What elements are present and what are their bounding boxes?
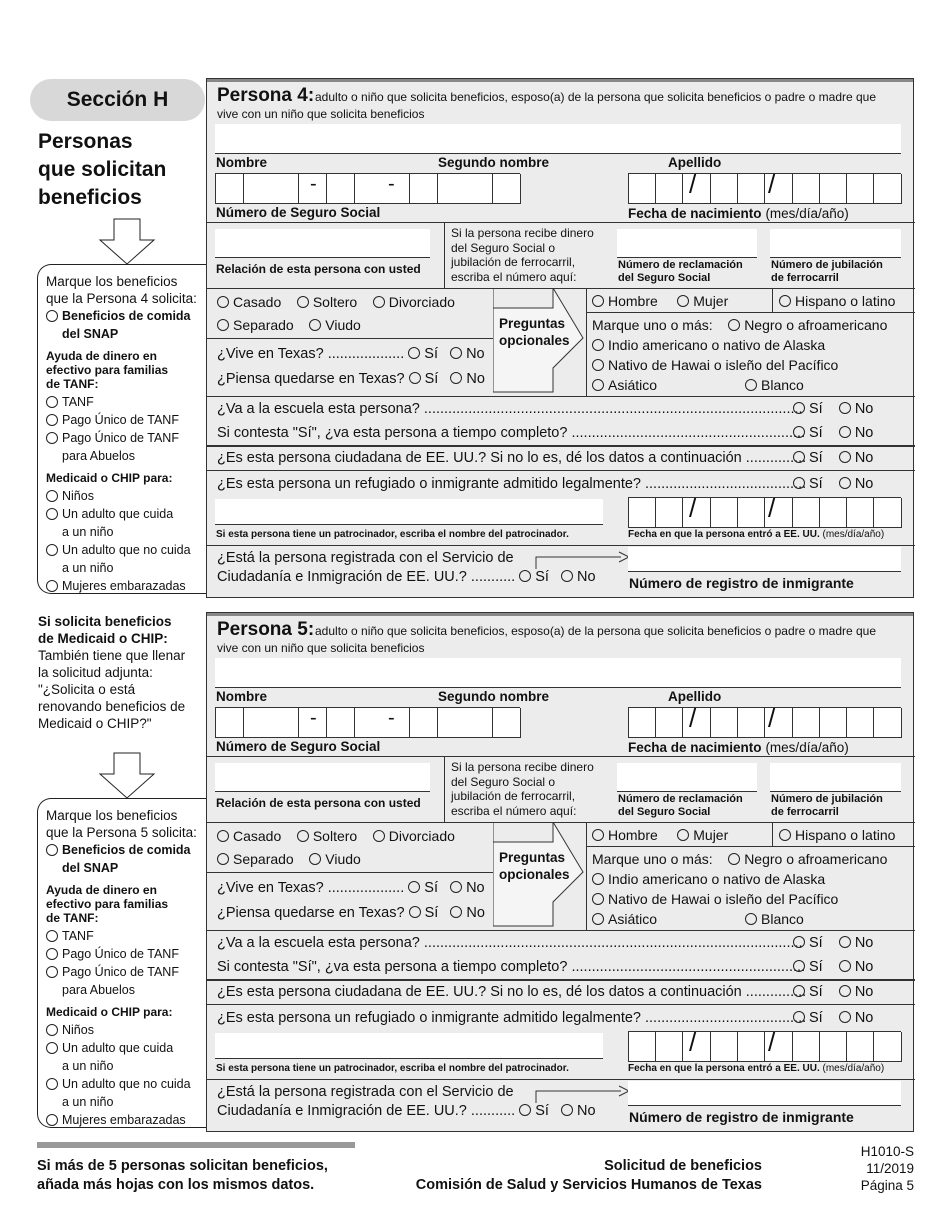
ss-claim-number-input[interactable] bbox=[617, 763, 757, 792]
dob-format: (mes/día/año) bbox=[765, 206, 849, 221]
date-digit-box[interactable] bbox=[875, 498, 902, 528]
date-digit-box[interactable] bbox=[711, 1032, 738, 1062]
yes-option[interactable]: Sí bbox=[793, 425, 823, 441]
yes-option[interactable]: Sí bbox=[793, 984, 823, 1000]
railroad-number-input[interactable] bbox=[770, 229, 901, 258]
ssn-digit-box[interactable] bbox=[327, 174, 355, 204]
date-digit-box[interactable] bbox=[656, 174, 683, 204]
yes-option[interactable]: Sí bbox=[793, 476, 823, 492]
date-digit-box[interactable] bbox=[629, 174, 656, 204]
yes-option[interactable]: Sí bbox=[793, 959, 823, 975]
first-name-label: Nombre bbox=[216, 155, 268, 170]
yes-option[interactable]: Sí bbox=[793, 935, 823, 951]
ss-claim-number-input[interactable] bbox=[617, 229, 757, 258]
uscis-question: ¿Está la persona registrada con el Servicio de bbox=[217, 1084, 514, 1100]
snap-option[interactable]: Beneficios de comida del SNAP bbox=[46, 307, 207, 343]
school-question: ¿Va a la escuela esta persona? .............................................................................................. bbox=[217, 935, 803, 951]
widowed-option[interactable]: Viudo bbox=[309, 317, 361, 333]
hispanic-option[interactable]: Hispano o latino bbox=[779, 827, 895, 843]
single-option[interactable]: Soltero bbox=[297, 294, 357, 310]
date-slash: / bbox=[689, 169, 697, 199]
right-arrow-icon bbox=[535, 551, 631, 571]
no-option[interactable]: No bbox=[839, 401, 874, 417]
ssn-digit-box[interactable] bbox=[244, 708, 272, 738]
date-digit-box[interactable] bbox=[711, 708, 738, 738]
ss-claim-label: Número de reclamación del Seguro Social bbox=[618, 259, 743, 284]
sponsor-name-input[interactable] bbox=[215, 1033, 603, 1059]
date-slash: / bbox=[768, 493, 776, 523]
date-slash: / bbox=[689, 493, 697, 523]
down-arrow-icon bbox=[98, 752, 156, 800]
date-digit-box[interactable] bbox=[738, 498, 765, 528]
railroad-number-input[interactable] bbox=[770, 763, 901, 792]
date-digit-box[interactable] bbox=[711, 498, 738, 528]
date-digit-box[interactable] bbox=[684, 1032, 711, 1062]
separated-option[interactable]: Separado bbox=[217, 317, 294, 333]
no-option[interactable]: No bbox=[450, 371, 485, 387]
date-digit-box[interactable] bbox=[793, 708, 820, 738]
race-instructions: Marque uno o más: bbox=[592, 317, 713, 333]
lives-in-texas-question: ¿Vive en Texas? ................... bbox=[217, 880, 405, 896]
ssn-dash: - bbox=[310, 173, 317, 195]
medicaid-pregnant-option[interactable]: Mujeres embarazadas bbox=[46, 1111, 207, 1129]
native-american-option[interactable]: Indio americano o nativo de Alaska bbox=[592, 871, 825, 887]
alien-number-input[interactable] bbox=[628, 547, 901, 572]
ssn-digit-box[interactable] bbox=[465, 174, 493, 204]
male-option[interactable]: Hombre bbox=[592, 827, 658, 843]
ssn-digit-box[interactable] bbox=[382, 708, 410, 738]
railroad-label: Número de jubilación de ferrocarril bbox=[771, 259, 883, 284]
ss-note: Si la persona recibe dinero del Seguro Social o jubilación de ferrocarril, escriba el número aquí: bbox=[451, 226, 594, 284]
date-digit-box[interactable] bbox=[875, 174, 902, 204]
date-digit-box[interactable] bbox=[847, 498, 874, 528]
yes-option[interactable]: Sí bbox=[793, 1010, 823, 1026]
footer-note: Si más de 5 personas solicitan beneficios, añada más hojas con los mismos datos. bbox=[37, 1158, 328, 1193]
tanf-once-option[interactable]: Pago Único de TANF bbox=[46, 945, 207, 963]
asian-option[interactable]: Asiático bbox=[592, 911, 657, 927]
date-digit-box[interactable] bbox=[656, 708, 683, 738]
date-slash: / bbox=[768, 1027, 776, 1057]
right-arrow-icon bbox=[535, 1085, 631, 1105]
uscis-question-2: Ciudadanía e Inmigración de EE. UU.? ........... bbox=[217, 1103, 516, 1119]
footer-bar bbox=[37, 1142, 355, 1148]
ssn-digit-box[interactable] bbox=[438, 708, 466, 738]
ssn-digit-box[interactable] bbox=[216, 174, 244, 204]
date-digit-box[interactable] bbox=[738, 1032, 765, 1062]
ssn-digit-box[interactable] bbox=[382, 174, 410, 204]
date-slash: / bbox=[768, 169, 776, 199]
persona-4-form bbox=[206, 78, 914, 598]
sponsor-label: Si esta persona tiene un patrocinador, escriba el nombre del patrocinador. bbox=[216, 529, 569, 540]
tanf-option[interactable]: TANF bbox=[46, 927, 207, 945]
refugee-question: ¿Es esta persona un refugiado o inmigrante admitido legalmente? ........................................ bbox=[217, 1010, 807, 1026]
medicaid-note: Si solicita beneficios de Medicaid o CHIP: También tiene que llenar la solicitud adjunta: "¿Solicita o está renovando beneficios de Medicaid o CHIP?" bbox=[38, 614, 186, 731]
footer-agency: Solicitud de beneficios Comisión de Salud y Servicios Humanos de Texas bbox=[415, 1158, 762, 1193]
no-option[interactable]: No bbox=[839, 476, 874, 492]
no-option[interactable]: No bbox=[839, 935, 874, 951]
date-digit-box[interactable] bbox=[847, 174, 874, 204]
white-option[interactable]: Blanco bbox=[745, 377, 804, 393]
dob-label: Fecha de nacimiento bbox=[628, 206, 762, 221]
no-option[interactable]: No bbox=[450, 880, 485, 896]
date-digit-box[interactable] bbox=[684, 708, 711, 738]
single-option[interactable]: Soltero bbox=[297, 828, 357, 844]
entry-date-format: (mes/día/año) bbox=[822, 529, 885, 540]
medicaid-adult-option[interactable]: Un adulto que no cuida a un niño bbox=[46, 1075, 207, 1111]
medicaid-caretaker-option[interactable]: Un adulto que cuida a un niño bbox=[46, 1039, 207, 1075]
date-slash: / bbox=[768, 703, 776, 733]
full-name-input[interactable] bbox=[215, 658, 901, 688]
alien-number-label: Número de registro de inmigrante bbox=[629, 575, 854, 591]
ssn-digit-box[interactable] bbox=[355, 708, 383, 738]
last-name-label: Apellido bbox=[668, 689, 722, 704]
relationship-label: Relación de esta persona con usted bbox=[216, 262, 421, 276]
date-digit-box[interactable] bbox=[738, 708, 765, 738]
uscis-question-2: Ciudadanía e Inmigración de EE. UU.? ........... bbox=[217, 569, 516, 585]
date-digit-box[interactable] bbox=[820, 1032, 847, 1062]
ssn-digit-box[interactable] bbox=[216, 708, 244, 738]
date-digit-box[interactable] bbox=[684, 174, 711, 204]
date-digit-box[interactable] bbox=[875, 1032, 902, 1062]
benefits-checklist-persona-4: Marque los beneficios que la Persona 4 solicita: Beneficios de comida del SNAP Ayuda de dinero en efectivo para familias de TANF: TANF Pago Único de TANF Pago Único de TANF para Abuelos Medicaid o CHIP para: Niños Un adulto que cuida a un niño Un adulto que no cuida a un niño Mujeres embarazadas bbox=[37, 264, 207, 594]
section-label: Sección H bbox=[30, 79, 205, 121]
no-option[interactable]: No bbox=[561, 569, 596, 585]
yes-option[interactable]: Sí bbox=[409, 371, 439, 387]
sponsor-name-input[interactable] bbox=[215, 499, 603, 525]
full-time-question: Si contesta "Sí", ¿va esta persona a tiempo completo? .......................................................... bbox=[217, 425, 806, 441]
divorced-option[interactable]: Divorciado bbox=[373, 294, 455, 310]
date-digit-box[interactable] bbox=[875, 708, 902, 738]
date-digit-box[interactable] bbox=[738, 174, 765, 204]
alien-number-input[interactable] bbox=[628, 1081, 901, 1106]
down-arrow-icon bbox=[98, 218, 156, 266]
married-option[interactable]: Casado bbox=[217, 294, 281, 310]
date-digit-box[interactable] bbox=[793, 498, 820, 528]
ssn-digit-box[interactable] bbox=[271, 174, 299, 204]
date-digit-box[interactable] bbox=[629, 498, 656, 528]
date-digit-box[interactable] bbox=[711, 174, 738, 204]
no-option[interactable]: No bbox=[839, 450, 874, 466]
lives-in-texas-question: ¿Vive en Texas? ................... bbox=[217, 346, 405, 362]
date-digit-box[interactable] bbox=[656, 498, 683, 528]
date-digit-box[interactable] bbox=[793, 174, 820, 204]
ssn-digit-box[interactable] bbox=[244, 174, 272, 204]
ssn-digit-box[interactable] bbox=[465, 708, 493, 738]
date-slash: / bbox=[689, 703, 697, 733]
date-digit-box[interactable] bbox=[793, 1032, 820, 1062]
entry-date-label: Fecha en que la persona entró a EE. UU. bbox=[628, 1063, 820, 1074]
page-number: Página 5 bbox=[860, 1178, 914, 1193]
no-option[interactable]: No bbox=[450, 905, 485, 921]
no-option[interactable]: No bbox=[839, 959, 874, 975]
asian-option[interactable]: Asiático bbox=[592, 377, 657, 393]
yes-option[interactable]: Sí bbox=[793, 401, 823, 417]
ssn-dash: - bbox=[388, 707, 395, 729]
yes-option[interactable]: Sí bbox=[519, 569, 549, 585]
dob-format: (mes/día/año) bbox=[765, 740, 849, 755]
medicaid-caretaker-option[interactable]: Un adulto que cuida a un niño bbox=[46, 505, 207, 541]
tanf-option[interactable]: TANF bbox=[46, 393, 207, 411]
date-digit-box[interactable] bbox=[629, 1032, 656, 1062]
optional-questions-label: Preguntas opcionales bbox=[499, 316, 570, 348]
married-option[interactable]: Casado bbox=[217, 828, 281, 844]
ssn-digit-box[interactable] bbox=[438, 174, 466, 204]
yes-option[interactable]: Sí bbox=[519, 1103, 549, 1119]
date-slash: / bbox=[689, 1027, 697, 1057]
ssn-digit-box[interactable] bbox=[493, 174, 521, 204]
female-option[interactable]: Mujer bbox=[677, 827, 728, 843]
divorced-option[interactable]: Divorciado bbox=[373, 828, 455, 844]
persona-subtitle: adulto o niño que solicita beneficios, esposo(a) de la persona que solicita beneficios o padre o madre que bbox=[315, 90, 877, 104]
hispanic-option[interactable]: Hispano o latino bbox=[779, 293, 895, 309]
ssn-digit-box[interactable] bbox=[271, 708, 299, 738]
tanf-grandparents-option[interactable]: Pago Único de TANF para Abuelos bbox=[46, 963, 207, 999]
ssn-digit-box[interactable] bbox=[410, 174, 438, 204]
first-name-label: Nombre bbox=[216, 689, 268, 704]
relationship-label: Relación de esta persona con usted bbox=[216, 796, 421, 810]
optional-questions-label: Preguntas opcionales bbox=[499, 850, 570, 882]
railroad-label: Número de jubilación de ferrocarril bbox=[771, 793, 883, 818]
alien-number-label: Número de registro de inmigrante bbox=[629, 1109, 854, 1125]
medicaid-children-option[interactable]: Niños bbox=[46, 1021, 207, 1039]
persona-subtitle-2: vive con un niño que solicita beneficios bbox=[217, 107, 425, 121]
male-option[interactable]: Hombre bbox=[592, 293, 658, 309]
relationship-input[interactable] bbox=[215, 229, 430, 258]
persona-title: Persona 4: bbox=[217, 85, 315, 106]
ssn-dash: - bbox=[388, 173, 395, 195]
yes-option[interactable]: Sí bbox=[793, 450, 823, 466]
ssn-label: Número de Seguro Social bbox=[216, 739, 381, 754]
medicaid-pregnant-option[interactable]: Mujeres embarazadas bbox=[46, 577, 207, 595]
ssn-digit-box[interactable] bbox=[410, 708, 438, 738]
date-digit-box[interactable] bbox=[820, 498, 847, 528]
persona-subtitle-2: vive con un niño que solicita beneficios bbox=[217, 641, 425, 655]
date-digit-box[interactable] bbox=[820, 708, 847, 738]
tanf-grandparents-option[interactable]: Pago Único de TANF para Abuelos bbox=[46, 429, 207, 465]
citizen-question: ¿Es esta persona ciudadana de EE. UU.? Si no lo es, dé los datos a continuación ............... bbox=[217, 450, 807, 466]
persona-5-form bbox=[206, 612, 914, 1132]
pacific-islander-option[interactable]: Nativo de Hawai o isleño del Pacífico bbox=[592, 891, 838, 907]
no-option[interactable]: No bbox=[839, 425, 874, 441]
stay-in-texas-question: ¿Piensa quedarse en Texas? bbox=[217, 371, 405, 387]
full-name-input[interactable] bbox=[215, 124, 901, 154]
middle-name-label: Segundo nombre bbox=[438, 155, 549, 170]
school-question: ¿Va a la escuela esta persona? .............................................................................................. bbox=[217, 401, 803, 417]
ssn-label: Número de Seguro Social bbox=[216, 205, 381, 220]
pacific-islander-option[interactable]: Nativo de Hawai o isleño del Pacífico bbox=[592, 357, 838, 373]
separated-option[interactable]: Separado bbox=[217, 851, 294, 867]
ssn-dash: - bbox=[310, 707, 317, 729]
snap-option[interactable]: Beneficios de comida del SNAP bbox=[46, 841, 207, 877]
yes-option[interactable]: Sí bbox=[408, 880, 438, 896]
form-code: H1010-S 11/2019 Página 5 bbox=[800, 1143, 914, 1194]
date-digit-box[interactable] bbox=[847, 1032, 874, 1062]
refugee-question: ¿Es esta persona un refugiado o inmigrante admitido legalmente? ........................................ bbox=[217, 476, 807, 492]
date-digit-box[interactable] bbox=[629, 708, 656, 738]
medicaid-adult-option[interactable]: Un adulto que no cuida a un niño bbox=[46, 541, 207, 577]
persona-subtitle: adulto o niño que solicita beneficios, esposo(a) de la persona que solicita beneficios o padre o madre que bbox=[315, 624, 877, 638]
black-option[interactable]: Negro o afroamericano bbox=[728, 851, 887, 867]
dob-label: Fecha de nacimiento bbox=[628, 740, 762, 755]
citizen-question: ¿Es esta persona ciudadana de EE. UU.? Si no lo es, dé los datos a continuación ............... bbox=[217, 984, 807, 1000]
native-american-option[interactable]: Indio americano o nativo de Alaska bbox=[592, 337, 825, 353]
date-digit-box[interactable] bbox=[847, 708, 874, 738]
widowed-option[interactable]: Viudo bbox=[309, 851, 361, 867]
persona-title: Persona 5: bbox=[217, 619, 315, 640]
medicaid-children-option[interactable]: Niños bbox=[46, 487, 207, 505]
ssn-digit-box[interactable] bbox=[355, 174, 383, 204]
stay-in-texas-question: ¿Piensa quedarse en Texas? bbox=[217, 905, 405, 921]
full-time-question: Si contesta "Sí", ¿va esta persona a tiempo completo? .......................................................... bbox=[217, 959, 806, 975]
black-option[interactable]: Negro o afroamericano bbox=[728, 317, 887, 333]
no-option[interactable]: No bbox=[561, 1103, 596, 1119]
entry-date-label: Fecha en que la persona entró a EE. UU. bbox=[628, 529, 820, 540]
sidebar-title: Personas que solicitan beneficios bbox=[38, 130, 167, 209]
ss-claim-label: Número de reclamación del Seguro Social bbox=[618, 793, 743, 818]
yes-option[interactable]: Sí bbox=[408, 346, 438, 362]
yes-option[interactable]: Sí bbox=[409, 905, 439, 921]
race-instructions: Marque uno o más: bbox=[592, 851, 713, 867]
middle-name-label: Segundo nombre bbox=[438, 689, 549, 704]
last-name-label: Apellido bbox=[668, 155, 722, 170]
date-digit-box[interactable] bbox=[684, 498, 711, 528]
no-option[interactable]: No bbox=[450, 346, 485, 362]
uscis-question: ¿Está la persona registrada con el Servicio de bbox=[217, 550, 514, 566]
no-option[interactable]: No bbox=[839, 984, 874, 1000]
sponsor-label: Si esta persona tiene un patrocinador, escriba el nombre del patrocinador. bbox=[216, 1063, 569, 1074]
white-option[interactable]: Blanco bbox=[745, 911, 804, 927]
no-option[interactable]: No bbox=[839, 1010, 874, 1026]
ssn-digit-box[interactable] bbox=[493, 708, 521, 738]
tanf-once-option[interactable]: Pago Único de TANF bbox=[46, 411, 207, 429]
ss-note: Si la persona recibe dinero del Seguro Social o jubilación de ferrocarril, escriba el número aquí: bbox=[451, 760, 594, 818]
entry-date-format: (mes/día/año) bbox=[822, 1063, 885, 1074]
date-digit-box[interactable] bbox=[656, 1032, 683, 1062]
female-option[interactable]: Mujer bbox=[677, 293, 728, 309]
benefits-checklist-persona-5: Marque los beneficios que la Persona 5 solicita: Beneficios de comida del SNAP Ayuda de dinero en efectivo para familias de TANF: TANF Pago Único de TANF Pago Único de TANF para Abuelos Medicaid o CHIP para: Niños Un adulto que cuida a un niño Un adulto que no cuida a un niño Mujeres embarazadas bbox=[37, 798, 207, 1128]
relationship-input[interactable] bbox=[215, 763, 430, 792]
date-digit-box[interactable] bbox=[820, 174, 847, 204]
ssn-digit-box[interactable] bbox=[327, 708, 355, 738]
